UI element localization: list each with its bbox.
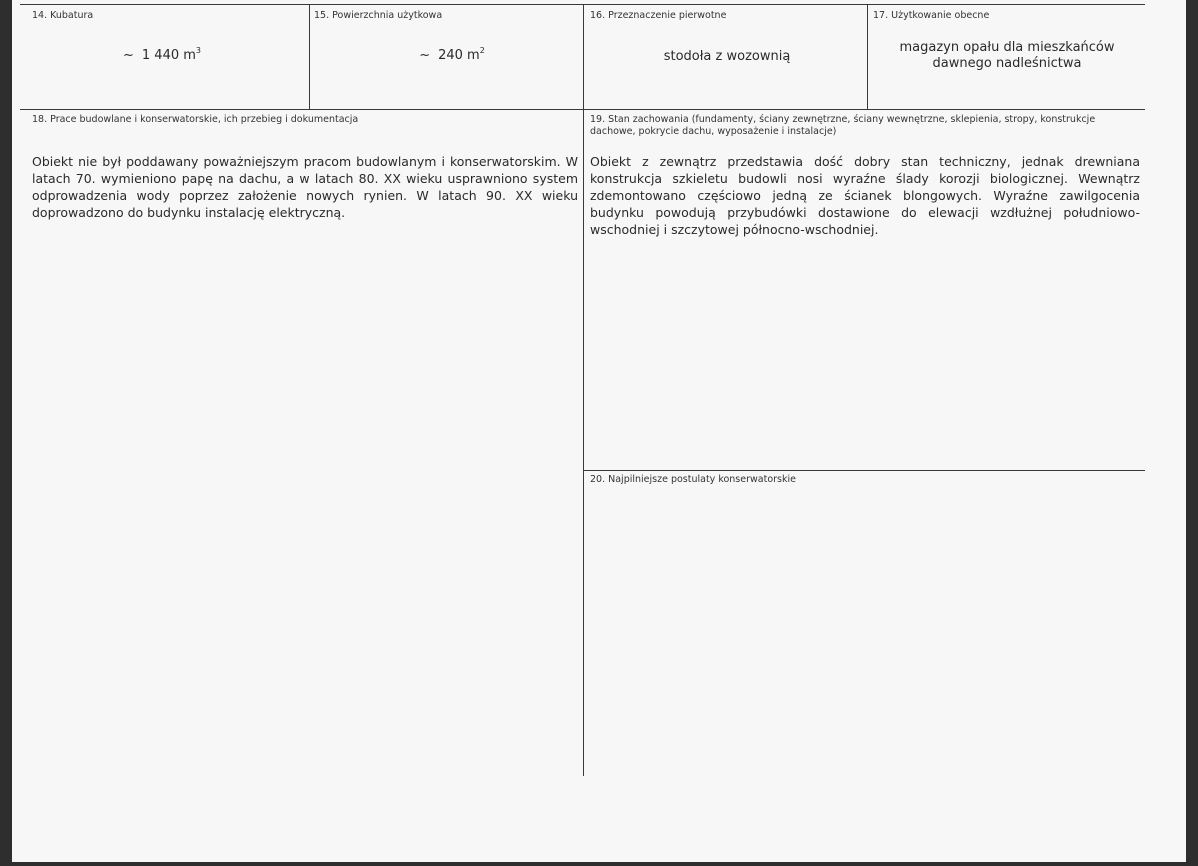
- field-14-label: 14. Kubatura: [32, 10, 94, 21]
- approx-sign: ~: [419, 48, 431, 63]
- col-divider-1: [309, 4, 310, 109]
- field-14-value: [72, 48, 252, 64]
- field-18-label: 18. Prace budowlane i konserwatorskie, ich przebieg i dokumentacja: [32, 114, 359, 125]
- field-16-label: 16. Przeznaczenie pierwotne: [590, 10, 727, 21]
- field-15-unit-exponent: 2: [479, 46, 485, 55]
- field-20-label: 20. Najpilniejsze postulaty konserwatorskie: [590, 474, 796, 485]
- field-17-value: magazyn opału dla mieszkańców dawnego nadleśnictwa: [899, 40, 1115, 71]
- form-sheet: [12, 0, 1186, 862]
- section-20-divider-line: [583, 470, 1145, 471]
- field-18-text: Obiekt nie był poddawany poważniejszym pracom budowlanym i konserwatorskim. W latach 70. wymieniono papę na dachu, a w latach 80. XX wieku usprawniono system odprowadzenia wody poprzez założenie nowych rynien. W latach 90. XX wieku doprowadzono do budynku instalację elektryczną.: [32, 154, 578, 220]
- col-divider-3: [867, 4, 868, 109]
- field-15-label: 15. Powierzchnia użytkowa: [314, 10, 443, 21]
- field-15-value: [362, 48, 542, 64]
- field-14-unit-exponent: 3: [195, 46, 201, 55]
- field-19-label: 19. Stan zachowania (fundamenty, ściany zewnętrzne, ściany wewnętrzne, sklepienia, stropy, konstrukcje dachowe, pokrycie dachu, wyposażenie i instalacje): [590, 114, 1096, 137]
- approx-sign: ~: [122, 48, 134, 63]
- col-divider-2: [583, 4, 584, 776]
- field-16-value: stodoła z wozownią: [663, 49, 791, 64]
- field-17-label: 17. Użytkowanie obecne: [873, 10, 990, 21]
- field-19-text: Obiekt z zewnątrz przedstawia dość dobry stan techniczny, jednak drewniana konstrukcja szkieletu budowli nosi wyraźne ślady korozji biologicznej. Wewnątrz zdemontowano częściowo jedną ze ścianek blongowych. Wyraźne zawilgocenia budynku powodują przybudówki dostawione do elewacji wzdłużnej południowo-wschodniej i szczytowej północno-wschodniej.: [590, 154, 1140, 237]
- field-15-number: 240 m: [438, 48, 480, 63]
- field-14-number: 1 440 m: [141, 48, 196, 63]
